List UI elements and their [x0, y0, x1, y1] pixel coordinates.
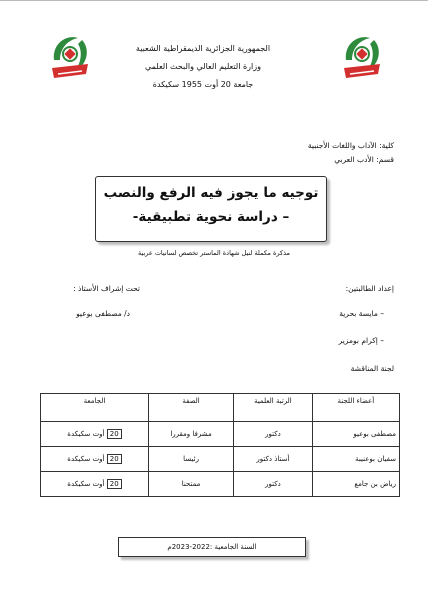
- member-university: [41, 422, 149, 447]
- top-border: [0, 0, 428, 1]
- table-row: [41, 447, 400, 472]
- committee-label: لجنة المناقشة: [350, 364, 394, 373]
- member-name: رياض بن جامع: [312, 472, 399, 497]
- member-role: مشرفا ومقررا: [148, 422, 233, 447]
- table-row: [41, 422, 400, 447]
- univ-city: أوت سكيكدة: [67, 455, 105, 463]
- col-university: الجامعة: [41, 394, 149, 422]
- member-name: مصطفى بوعيو: [312, 422, 399, 447]
- academic-year-box: السنة الجامعية :2022-2023م: [118, 537, 306, 557]
- member-rank: دكتور: [234, 422, 313, 447]
- faculty-label: كلية: الآداب واللغات الأجنبية: [307, 141, 394, 150]
- degree-statement: مذكرة مكملة لنيل شهادة الماستر تخصص لسانيات عربية: [138, 249, 290, 257]
- univ-number: 20: [107, 479, 122, 489]
- univ-number: 20: [107, 454, 122, 464]
- supervisor-name: د/ مصطفى بوعيو: [76, 309, 130, 318]
- col-members: أعضاء اللجنة: [312, 394, 399, 422]
- header-ministry: وزارة التعليم العالي والبحث العلمي: [145, 62, 261, 71]
- member-rank: دكتور: [234, 472, 313, 497]
- member-role: رئيسا: [148, 447, 233, 472]
- col-rank: الرتبة العلمية: [234, 394, 313, 422]
- univ-city: أوت سكيكدة: [67, 430, 105, 438]
- department-label: قسم: الأدب العربي: [334, 155, 394, 164]
- title-box: [95, 176, 327, 242]
- thesis-subtitle: – دراسة نحوية تطبيقية-: [132, 209, 290, 225]
- thesis-title: توجيه ما يجوز فيه الرفع والنصب: [103, 185, 319, 201]
- supervisor-label: تحت إشراف الأستاذ :: [73, 284, 140, 293]
- univ-city: أوت سكيكدة: [67, 480, 105, 488]
- member-role: ممتحنا: [148, 472, 233, 497]
- students-label: إعداد الطالبتين:: [345, 284, 394, 293]
- university-logo-right: [340, 30, 384, 82]
- committee-table: [40, 393, 400, 497]
- header-republic: الجمهورية الجزائرية الديمقراطية الشعبية: [135, 44, 271, 53]
- member-university: [41, 447, 149, 472]
- member-rank: أستاذ دكتور: [234, 447, 313, 472]
- member-university: [41, 472, 149, 497]
- univ-number: 20: [107, 429, 122, 439]
- col-role: الصفة: [148, 394, 233, 422]
- table-header-row: [41, 394, 400, 422]
- university-logo-left: [48, 30, 92, 82]
- student-name-1: – مايسة بحرية: [339, 309, 384, 318]
- header-university: جامعة 20 أوت 1955 سكيكدة: [152, 80, 254, 89]
- member-name: سفيان بوعنيبة: [312, 447, 399, 472]
- student-name-2: – إكرام بومزير: [338, 336, 384, 345]
- table-row: [41, 472, 400, 497]
